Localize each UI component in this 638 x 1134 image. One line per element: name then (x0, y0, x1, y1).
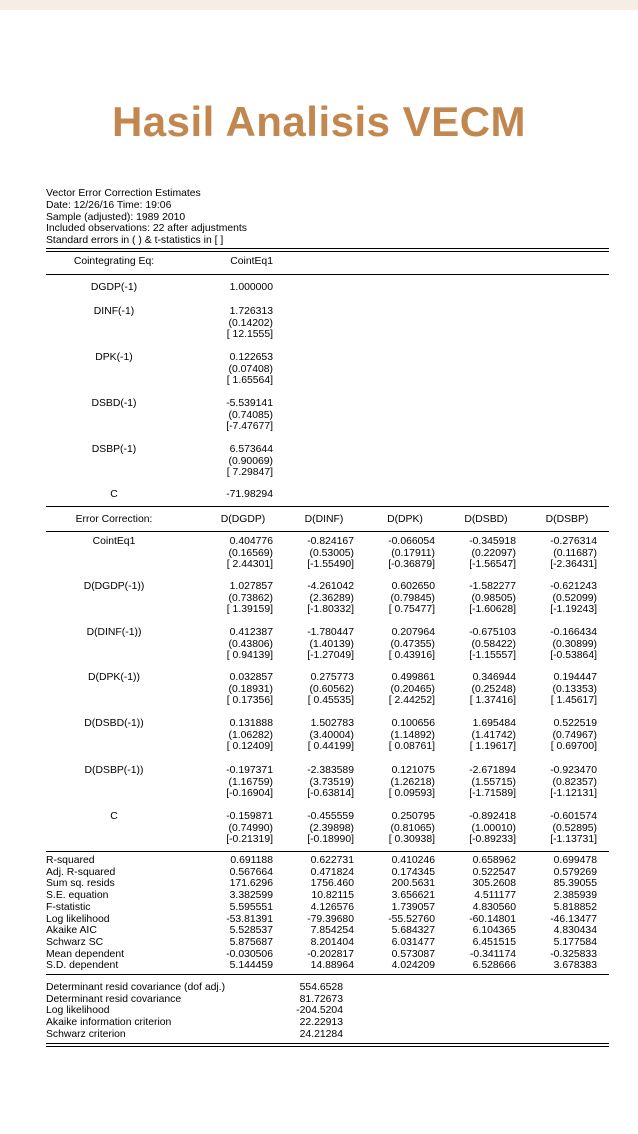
ec-row (46, 788, 609, 800)
ec-value: (0.74967) (552, 729, 597, 741)
coint-variable-name: DGDP(-1) (90, 282, 138, 293)
summary-row (46, 1029, 609, 1041)
summary-name: Determinant resid covariance (46, 993, 182, 1005)
summary-row (46, 982, 609, 994)
fit-stat-value: 4.830434 (553, 925, 597, 937)
ec-value: (0.82357) (552, 776, 597, 788)
ec-value: [-0.21319] (226, 834, 273, 846)
fit-stat-name: Log likelihood (46, 913, 110, 925)
ec-value: 0.194447 (553, 672, 597, 683)
coint-value: (0.14202) (228, 317, 273, 329)
ec-value: -0.923470 (550, 765, 597, 776)
ec-value: (0.60562) (309, 683, 354, 695)
coint-value: 1.726313 (229, 306, 273, 317)
ec-variable-name: D(DSBP(-1)) (84, 765, 144, 776)
ec-value: -1.780447 (307, 627, 354, 638)
fit-stat-name: Schwarz SC (46, 936, 104, 948)
coint-value: -71.98294 (226, 489, 273, 500)
ec-row (46, 834, 609, 846)
coint-header-label: Cointegrating Eq: (73, 256, 155, 267)
coint-row (46, 421, 609, 433)
fit-stat-row (46, 937, 609, 949)
ec-value: (0.73862) (228, 592, 273, 604)
fit-stat-value: 0.567664 (229, 866, 273, 878)
fit-stat-value: -0.202817 (307, 948, 354, 960)
fit-stat-name: Akaike AIC (46, 925, 97, 937)
fit-stat-row (46, 960, 609, 972)
ec-value: 1.695484 (472, 718, 516, 729)
fit-stat-value: -55.52760 (388, 913, 435, 925)
coint-value: [ 7.29847] (226, 467, 273, 479)
fit-stat-value: 0.691188 (230, 855, 273, 866)
ec-value: 0.250795 (391, 811, 435, 822)
ec-value: -0.824167 (307, 536, 354, 547)
ec-value: -4.261042 (307, 581, 354, 592)
ec-value: [-1.12131] (550, 788, 597, 800)
fit-stat-value: 8.201404 (310, 936, 354, 948)
table-bottom-rule (46, 1043, 609, 1047)
coint-value: [ 12.1555] (226, 329, 273, 341)
ec-value: (0.20465) (390, 683, 435, 695)
ec-value: 0.131888 (229, 718, 273, 729)
summary-value: 81.72673 (299, 993, 343, 1005)
fit-stat-value: 0.471824 (310, 866, 354, 878)
header-line: Standard errors in ( ) & t-statistics in [ ] (46, 235, 224, 247)
coint-value: -5.539141 (226, 398, 273, 409)
ec-row (46, 684, 609, 696)
ec-variable-name: D(DGDP(-1)) (83, 581, 145, 592)
ec-variable-name: CointEq1 (92, 536, 136, 547)
fit-stat-value: 305.2608 (472, 878, 516, 890)
ec-row (46, 811, 609, 823)
fit-stat-value: 3.656621 (391, 890, 435, 902)
fit-stat-row (46, 878, 609, 890)
ec-value: [-1.56547] (469, 559, 516, 571)
ec-row (46, 559, 609, 571)
header-line: Included observations: 22 after adjustments (46, 223, 248, 235)
ec-value: 1.502783 (310, 718, 354, 729)
ec-value: -0.601574 (550, 811, 597, 822)
ec-value: -0.166434 (550, 627, 597, 638)
coint-row (46, 489, 609, 501)
fit-stat-value: -0.325833 (550, 948, 597, 960)
fit-stat-name: Mean dependent (46, 948, 124, 960)
summary-name: Schwarz criterion (46, 1028, 126, 1040)
fit-stat-value: 1756.460 (310, 878, 354, 890)
coint-column-header: CointEq1 (230, 256, 273, 267)
fit-stat-name: S.E. equation (46, 890, 109, 902)
ec-value: (2.39898) (309, 822, 354, 834)
fit-stat-value: 171.6296 (229, 878, 273, 890)
fit-top-rule (46, 851, 609, 852)
fit-stat-value: 14.88964 (310, 960, 354, 972)
ec-value: 0.602650 (391, 581, 435, 592)
ec-value: (1.41742) (471, 729, 516, 741)
coint-row (46, 444, 609, 456)
coint-value: [-7.47677] (226, 421, 273, 433)
fit-stat-value: 3.382599 (229, 890, 273, 902)
coint-variable-name: DPK(-1) (95, 352, 133, 363)
ec-value: [ 0.08761] (388, 741, 435, 753)
ec-value: (1.55715) (471, 776, 516, 788)
ec-value: [ 0.43916] (388, 650, 435, 662)
coint-value: 6.573644 (229, 444, 273, 455)
ec-row (46, 718, 609, 730)
ec-value: (0.25248) (471, 683, 516, 695)
ec-row (46, 627, 609, 639)
fit-stat-value: 200.5631 (391, 878, 435, 890)
ec-value: -0.455559 (307, 811, 354, 822)
ec-value: 0.100656 (391, 718, 435, 729)
ec-value: -0.197371 (226, 765, 273, 776)
ec-value: -0.276314 (550, 536, 597, 547)
ec-value: (0.52099) (552, 592, 597, 604)
header-line: Vector Error Correction Estimates (46, 188, 201, 199)
coint-row (46, 364, 609, 376)
fit-stat-value: -60.14801 (469, 913, 516, 925)
ec-value: (0.30899) (552, 638, 597, 650)
fit-stat-name: R-squared (46, 855, 95, 866)
ec-value: -1.582277 (469, 581, 516, 592)
ec-value: (0.98505) (471, 592, 516, 604)
ec-value: [-0.89233] (469, 834, 516, 846)
fit-stat-value: 0.522547 (472, 866, 516, 878)
ec-value: [ 0.30938] (388, 834, 435, 846)
estimation-header (46, 188, 611, 247)
ec-column-header: D(DSBD) (464, 514, 508, 525)
ec-value: (1.16759) (228, 776, 273, 788)
ec-value: (0.13353) (552, 683, 597, 695)
fit-stat-name: F-statistic (46, 901, 91, 913)
ec-value: [-1.13731] (550, 834, 597, 846)
ec-value: [-2.36431] (550, 559, 597, 571)
coint-row (46, 282, 609, 294)
fit-stat-value: 4.511177 (474, 890, 516, 902)
fit-stat-value: 5.528537 (229, 925, 273, 937)
coint-row (46, 467, 609, 479)
coint-row (46, 318, 609, 330)
ec-row (46, 823, 609, 835)
ec-value: 0.522519 (553, 718, 597, 729)
coint-header-rule (46, 274, 609, 275)
ec-value: (3.73519) (309, 776, 354, 788)
ec-value: (1.26218) (390, 776, 435, 788)
ec-row (46, 695, 609, 707)
coint-value: (0.90069) (228, 455, 273, 467)
ec-top-rule (46, 506, 609, 507)
header-line: Sample (adjusted): 1989 2010 (46, 211, 186, 223)
ec-column-header: D(DPK) (387, 514, 423, 525)
summary-value: -204.5204 (296, 1005, 343, 1017)
ec-header-rule (46, 531, 609, 532)
ec-header-row (46, 514, 609, 526)
ec-value: [-1.15557] (469, 650, 516, 662)
fit-stat-value: -0.030506 (226, 948, 273, 960)
ec-value: [ 0.17356] (226, 695, 273, 707)
fit-stat-value: 2.385939 (553, 890, 597, 902)
ec-row (46, 639, 609, 651)
fit-stat-row (46, 914, 609, 926)
fit-stat-value: 4.024209 (391, 960, 435, 972)
ec-value: [-1.71589] (469, 788, 516, 800)
fit-stat-value: 85.39055 (553, 878, 597, 890)
fit-stat-value: 0.174345 (391, 866, 435, 878)
coint-row (46, 410, 609, 422)
fit-stat-value: 0.699478 (553, 855, 597, 866)
ec-value: [ 1.45617] (550, 695, 597, 707)
table-top-rule (46, 248, 609, 252)
ec-value: 0.412387 (229, 627, 273, 638)
ec-value: (0.47355) (390, 638, 435, 650)
fit-stat-row (46, 902, 609, 914)
ec-value: (0.16569) (228, 547, 273, 559)
ec-value: (0.79845) (390, 592, 435, 604)
fit-stat-value: 6.528666 (472, 960, 516, 972)
fit-stat-value: 4.830560 (472, 901, 516, 913)
coint-value: (0.74085) (228, 409, 273, 421)
ec-row (46, 730, 609, 742)
fit-stat-name: Adj. R-squared (46, 866, 116, 878)
coint-row (46, 375, 609, 387)
ec-value: (0.18931) (228, 683, 273, 695)
ec-row (46, 741, 609, 753)
ec-value: [ 2.44252] (388, 695, 435, 707)
ec-value: -0.621243 (550, 581, 597, 592)
ec-value: [-1.27049] (307, 650, 354, 662)
ec-row (46, 581, 609, 593)
coint-variable-name: DSBP(-1) (91, 444, 137, 455)
fit-stat-value: -79.39680 (307, 913, 354, 925)
ec-row (46, 777, 609, 789)
ec-value: [-1.60628] (469, 604, 516, 616)
fit-stat-value: 0.579269 (553, 866, 597, 878)
ec-value: [ 0.44199] (307, 741, 354, 753)
fit-stat-value: 0.622731 (310, 855, 354, 866)
fit-stat-row (46, 890, 609, 902)
fit-stat-value: -46.13477 (550, 913, 597, 925)
ec-value: [-1.55490] (307, 559, 354, 571)
slide-top-band (0, 0, 638, 10)
ec-row (46, 536, 609, 548)
ec-variable-name: D(DSBD(-1)) (84, 718, 144, 729)
ec-value: -0.345918 (469, 536, 516, 547)
ec-variable-name: D(DPK(-1)) (88, 672, 140, 683)
fit-stat-value: 1.739057 (391, 901, 435, 913)
summary-value: 22.22913 (299, 1017, 343, 1029)
ec-row (46, 672, 609, 684)
ec-variable-name: C (110, 811, 118, 822)
fit-stat-value: 5.818852 (553, 901, 597, 913)
ec-value: -2.383589 (307, 765, 354, 776)
ec-column-header: D(DINF) (304, 514, 344, 525)
fit-stat-value: 5.144459 (229, 960, 273, 972)
fit-stat-name: S.D. dependent (46, 960, 119, 972)
summary-row (46, 994, 609, 1006)
ec-value: (0.53005) (309, 547, 354, 559)
coint-variable-name: DINF(-1) (93, 306, 135, 317)
ec-value: 0.121075 (391, 765, 435, 776)
ec-value: (0.22097) (471, 547, 516, 559)
fit-stat-value: 4.126576 (310, 901, 354, 913)
coint-value: (0.07408) (228, 363, 273, 375)
fit-stat-value: 5.875687 (229, 936, 273, 948)
ec-row (46, 604, 609, 616)
ec-value: (1.00010) (471, 822, 516, 834)
ec-value: (1.14892) (390, 729, 435, 741)
ec-value: [ 1.37416] (469, 695, 516, 707)
summary-name: Log likelihood (46, 1005, 110, 1017)
coint-row (46, 329, 609, 341)
fit-bottom-rule (46, 974, 609, 975)
ec-value: (0.17911) (391, 547, 435, 559)
ec-row (46, 650, 609, 662)
summary-value: 24.21284 (299, 1028, 343, 1040)
ec-value: (0.81065) (390, 822, 435, 834)
summary-name: Akaike information criterion (46, 1017, 172, 1029)
ec-value: [-0.36879] (388, 559, 435, 571)
fit-stat-value: 7.854254 (310, 925, 354, 937)
fit-stat-value: 6.104365 (472, 925, 516, 937)
ec-value: 0.032857 (229, 672, 273, 683)
fit-stat-value: 10.82115 (311, 890, 354, 902)
ec-column-header: D(DGDP) (220, 514, 266, 525)
ec-row (46, 593, 609, 605)
coint-row (46, 306, 609, 318)
fit-stat-value: 5.684327 (391, 925, 435, 937)
coint-value: 0.122653 (229, 352, 273, 363)
ec-value: (0.58422) (471, 638, 516, 650)
ec-value: (1.40139) (309, 638, 354, 650)
ec-row (46, 765, 609, 777)
ec-value: [-0.16904] (226, 788, 273, 800)
coint-variable-name: C (110, 489, 118, 500)
ec-column-header: D(DSBP) (545, 514, 589, 525)
ec-value: [ 0.09593] (388, 788, 435, 800)
ec-value: (1.06282) (228, 729, 273, 741)
ec-value: [ 0.94139] (226, 650, 273, 662)
ec-value: [-0.53864] (550, 650, 597, 662)
ec-value: 0.404776 (229, 536, 273, 547)
coint-row (46, 352, 609, 364)
ec-value: -2.671894 (469, 765, 516, 776)
ec-value: 1.027857 (229, 581, 273, 592)
coint-value: 1.000000 (229, 282, 273, 293)
ec-value: [ 0.12409] (226, 741, 273, 753)
ec-value: -0.159871 (226, 811, 273, 822)
fit-stat-value: 5.595551 (229, 901, 273, 913)
ec-value: [-0.63814] (307, 788, 354, 800)
fit-stat-row (46, 949, 609, 961)
ec-row (46, 548, 609, 560)
fit-stat-row (46, 855, 609, 867)
ec-value: [ 1.19617] (469, 741, 516, 753)
fit-stat-value: 6.031477 (391, 936, 435, 948)
ec-value: [ 0.45535] (307, 695, 354, 707)
header-line: Date: 12/26/16 Time: 19:06 (46, 199, 172, 211)
ec-value: (0.11687) (553, 547, 597, 559)
fit-stat-value: 0.410246 (391, 855, 435, 866)
ec-value: (0.43806) (228, 638, 273, 650)
summary-row (46, 1017, 609, 1029)
ec-header-label: Error Correction: (75, 514, 153, 525)
coint-row (46, 456, 609, 468)
ec-value: [-1.80332] (307, 604, 354, 616)
fit-stat-value: 6.451515 (472, 936, 516, 948)
ec-value: [ 1.39159] (226, 604, 273, 616)
summary-value: 554.6528 (299, 982, 343, 993)
ec-value: [ 0.75477] (388, 604, 435, 616)
ec-value: [-1.19243] (550, 604, 597, 616)
ec-value: (0.52895) (552, 822, 597, 834)
fit-stat-name: Sum sq. resids (46, 878, 115, 890)
ec-value: (0.74990) (228, 822, 273, 834)
ec-value: (3.40004) (309, 729, 354, 741)
summary-name: Determinant resid covariance (dof adj.) (46, 982, 226, 993)
ec-value: [ 2.44301] (226, 559, 273, 571)
ec-value: 0.207964 (391, 627, 435, 638)
ec-value: [ 0.69700] (550, 741, 597, 753)
fit-stat-value: 0.658962 (472, 855, 516, 866)
slide-title: Hasil Analisis VECM (111, 98, 527, 145)
coint-value: [ 1.65564] (226, 375, 273, 387)
coint-variable-name: DSBD(-1) (91, 398, 137, 409)
ec-value: -0.892418 (469, 811, 516, 822)
fit-stat-value: 0.573087 (391, 948, 435, 960)
fit-stat-row (46, 867, 609, 879)
fit-stat-value: -0.341174 (469, 948, 516, 960)
ec-value: [-0.18990] (307, 834, 354, 846)
fit-stat-value: 5.177584 (553, 936, 597, 948)
fit-stat-row (46, 925, 609, 937)
ec-value: -0.066054 (388, 536, 435, 547)
fit-stat-value: 3.678383 (553, 960, 597, 972)
coint-row (46, 398, 609, 410)
coint-header-row (46, 256, 609, 268)
ec-value: (2.36289) (309, 592, 354, 604)
summary-row (46, 1005, 609, 1017)
fit-stat-value: -53.81391 (226, 913, 273, 925)
ec-variable-name: D(DINF(-1)) (86, 627, 142, 638)
ec-value: 0.346944 (472, 672, 516, 683)
ec-value: 0.275773 (310, 672, 354, 683)
ec-value: -0.675103 (469, 627, 516, 638)
ec-value: 0.499861 (391, 672, 435, 683)
